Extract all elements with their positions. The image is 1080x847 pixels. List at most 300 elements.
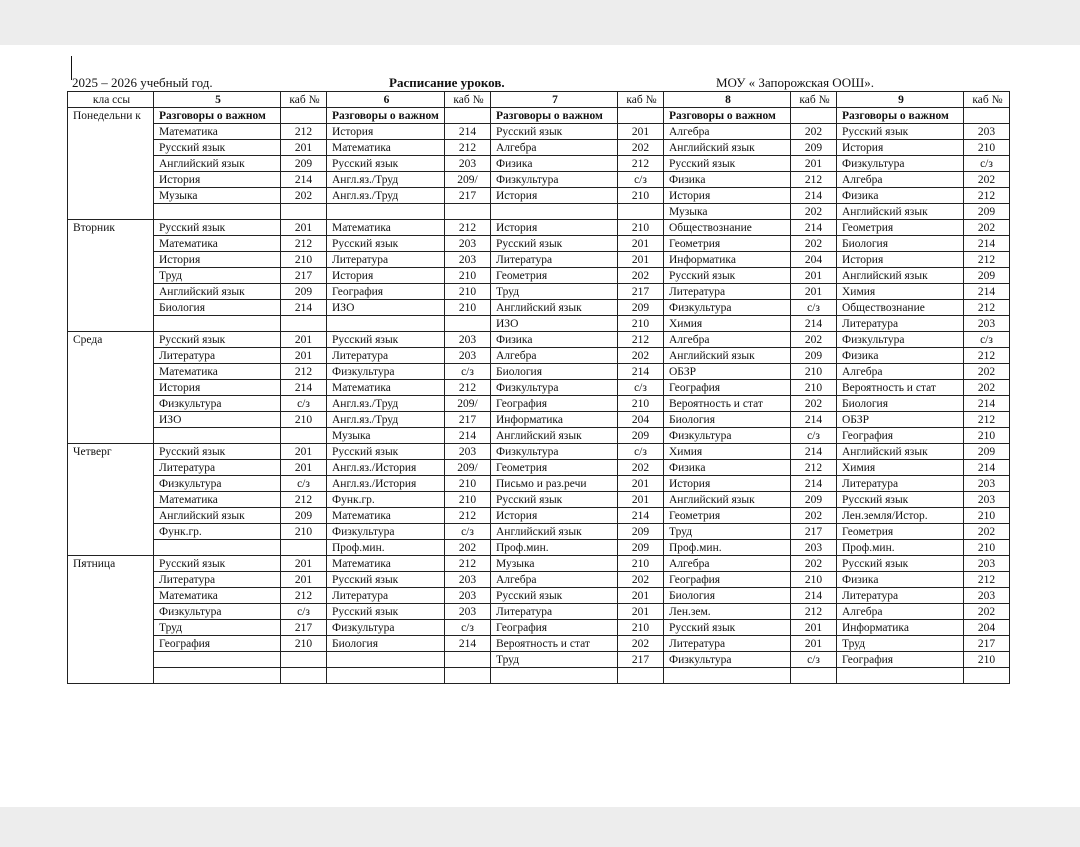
subject-cell: Химия bbox=[664, 316, 791, 332]
day-cell bbox=[68, 476, 154, 492]
subject-cell: Обществознание bbox=[664, 220, 791, 236]
subject-cell: Литература bbox=[491, 604, 618, 620]
subject-cell: Англ.яз./Труд bbox=[327, 412, 445, 428]
room-cell: 214 bbox=[791, 188, 837, 204]
room-cell bbox=[281, 668, 327, 684]
room-cell: 217 bbox=[281, 268, 327, 284]
schedule-row bbox=[68, 188, 1010, 204]
day-cell bbox=[68, 588, 154, 604]
subject-cell: Математика bbox=[327, 508, 445, 524]
day-name: Вторник bbox=[68, 220, 154, 236]
room-cell: с/з bbox=[618, 380, 664, 396]
subject-cell: История bbox=[327, 268, 445, 284]
subject-cell: Русский язык bbox=[154, 556, 281, 572]
room-cell: 210 bbox=[281, 412, 327, 428]
room-cell: 210 bbox=[791, 572, 837, 588]
room-cell: 202 bbox=[618, 636, 664, 652]
schedule-row bbox=[68, 204, 1010, 220]
subject-cell: Музыка bbox=[491, 556, 618, 572]
room-cell: с/з bbox=[791, 428, 837, 444]
subject-cell: Русский язык bbox=[327, 236, 445, 252]
schedule-row bbox=[68, 140, 1010, 156]
room-cell: с/з bbox=[445, 620, 491, 636]
subject-cell: Вероятность и стат bbox=[837, 380, 964, 396]
room-cell: 201 bbox=[791, 156, 837, 172]
subject-cell: Музыка bbox=[327, 428, 445, 444]
subject-cell: Проф.мин. bbox=[327, 540, 445, 556]
room-cell: 201 bbox=[618, 476, 664, 492]
subject-cell: Проф.мин. bbox=[664, 540, 791, 556]
room-cell: 203 bbox=[445, 604, 491, 620]
room-cell: с/з bbox=[281, 604, 327, 620]
day-cell bbox=[68, 508, 154, 524]
room-cell: 201 bbox=[618, 492, 664, 508]
subject-cell: Музыка bbox=[154, 188, 281, 204]
subject-cell: Литература bbox=[327, 252, 445, 268]
room-cell: 201 bbox=[281, 460, 327, 476]
schedule-row bbox=[68, 268, 1010, 284]
header-room: каб № bbox=[618, 92, 664, 108]
room-cell: 204 bbox=[964, 620, 1010, 636]
day-cell bbox=[68, 236, 154, 252]
room-cell: 214 bbox=[791, 412, 837, 428]
school-year: 2025 – 2026 учебный год. bbox=[72, 75, 213, 90]
day-name: Среда bbox=[68, 332, 154, 348]
subject-cell: Русский язык bbox=[327, 332, 445, 348]
room-cell: 212 bbox=[281, 124, 327, 140]
subject-cell: Разговоры о важном bbox=[327, 108, 445, 124]
room-cell: 202 bbox=[964, 380, 1010, 396]
day-cell bbox=[68, 492, 154, 508]
subject-cell: Физика bbox=[664, 460, 791, 476]
subject-cell: География bbox=[664, 380, 791, 396]
room-cell: 201 bbox=[791, 284, 837, 300]
room-cell: 203 bbox=[445, 332, 491, 348]
subject-cell: Физкультура bbox=[327, 524, 445, 540]
schedule-row bbox=[68, 572, 1010, 588]
schedule-row bbox=[68, 508, 1010, 524]
subject-cell bbox=[664, 668, 791, 684]
room-cell: 203 bbox=[964, 476, 1010, 492]
subject-cell: Математика bbox=[327, 140, 445, 156]
schedule-row bbox=[68, 556, 1010, 572]
room-cell: 212 bbox=[791, 172, 837, 188]
schedule-row bbox=[68, 636, 1010, 652]
room-cell: 214 bbox=[964, 460, 1010, 476]
subject-cell: Английский язык bbox=[837, 268, 964, 284]
room-cell: с/з bbox=[791, 300, 837, 316]
room-cell: 201 bbox=[281, 140, 327, 156]
room-cell: 210 bbox=[445, 284, 491, 300]
room-cell: с/з bbox=[445, 524, 491, 540]
room-cell: 210 bbox=[964, 508, 1010, 524]
room-cell: с/з bbox=[281, 476, 327, 492]
room-cell: 212 bbox=[618, 332, 664, 348]
day-cell bbox=[68, 620, 154, 636]
room-cell: 212 bbox=[445, 380, 491, 396]
schedule-row bbox=[68, 668, 1010, 684]
subject-cell: Англ.яз./История bbox=[327, 476, 445, 492]
subject-cell: Геометрия bbox=[664, 236, 791, 252]
room-cell: 201 bbox=[618, 252, 664, 268]
subject-cell: Литература bbox=[154, 348, 281, 364]
subject-cell: Англ.яз./Труд bbox=[327, 172, 445, 188]
room-cell: 209 bbox=[964, 444, 1010, 460]
room-cell: 201 bbox=[281, 332, 327, 348]
subject-cell: ОБЗР bbox=[664, 364, 791, 380]
room-cell: 202 bbox=[791, 396, 837, 412]
room-cell: 210 bbox=[618, 396, 664, 412]
room-cell: 212 bbox=[964, 188, 1010, 204]
room-cell: 212 bbox=[964, 348, 1010, 364]
subject-cell: Химия bbox=[837, 460, 964, 476]
subject-cell: Геометрия bbox=[837, 524, 964, 540]
room-cell: 217 bbox=[618, 284, 664, 300]
subject-cell: Труд bbox=[837, 636, 964, 652]
room-cell: 210 bbox=[964, 652, 1010, 668]
schedule-row bbox=[68, 604, 1010, 620]
room-cell: 209 bbox=[964, 268, 1010, 284]
room-cell: 209 bbox=[791, 348, 837, 364]
room-cell: 209 bbox=[281, 156, 327, 172]
subject-cell bbox=[154, 652, 281, 668]
subject-cell: Биология bbox=[837, 396, 964, 412]
subject-cell: Физкультура bbox=[491, 172, 618, 188]
subject-cell: Математика bbox=[154, 588, 281, 604]
room-cell: с/з bbox=[618, 172, 664, 188]
subject-cell: География bbox=[837, 428, 964, 444]
subject-cell bbox=[327, 204, 445, 220]
room-cell: 210 bbox=[618, 316, 664, 332]
room-cell: 202 bbox=[791, 508, 837, 524]
room-cell: 202 bbox=[791, 236, 837, 252]
subject-cell: Литература bbox=[154, 460, 281, 476]
room-cell: 214 bbox=[445, 428, 491, 444]
day-name: Понедельни к bbox=[68, 108, 154, 124]
subject-cell: Геометрия bbox=[491, 460, 618, 476]
room-cell: 210 bbox=[964, 140, 1010, 156]
subject-cell: Музыка bbox=[664, 204, 791, 220]
room-cell: 212 bbox=[964, 572, 1010, 588]
room-cell: 201 bbox=[791, 620, 837, 636]
subject-cell: География bbox=[154, 636, 281, 652]
schedule-row bbox=[68, 332, 1010, 348]
schedule-row bbox=[68, 220, 1010, 236]
header-room: каб № bbox=[445, 92, 491, 108]
room-cell bbox=[281, 428, 327, 444]
room-cell: 212 bbox=[964, 412, 1010, 428]
subject-cell: Физкультура bbox=[664, 428, 791, 444]
subject-cell: ИЗО bbox=[491, 316, 618, 332]
subject-cell: Русский язык bbox=[154, 444, 281, 460]
subject-cell: Труд bbox=[154, 268, 281, 284]
subject-cell: Русский язык bbox=[327, 156, 445, 172]
subject-cell: Русский язык bbox=[327, 604, 445, 620]
subject-cell: Литература bbox=[327, 348, 445, 364]
subject-cell: География bbox=[837, 652, 964, 668]
room-cell: 201 bbox=[791, 268, 837, 284]
subject-cell: Биология bbox=[664, 588, 791, 604]
subject-cell: История bbox=[154, 172, 281, 188]
subject-cell: Англ.яз./Труд bbox=[327, 396, 445, 412]
room-cell: 209 bbox=[281, 508, 327, 524]
subject-cell: Математика bbox=[327, 380, 445, 396]
subject-cell: Биология bbox=[491, 364, 618, 380]
room-cell: 209 bbox=[618, 540, 664, 556]
day-cell bbox=[68, 572, 154, 588]
room-cell: 209 bbox=[618, 428, 664, 444]
room-cell: 210 bbox=[445, 268, 491, 284]
subject-cell: География bbox=[664, 572, 791, 588]
schedule-row bbox=[68, 396, 1010, 412]
room-cell: 214 bbox=[791, 220, 837, 236]
room-cell: 210 bbox=[445, 300, 491, 316]
room-cell: 214 bbox=[445, 636, 491, 652]
room-cell bbox=[281, 652, 327, 668]
schedule-row bbox=[68, 284, 1010, 300]
room-cell: 209 bbox=[791, 492, 837, 508]
subject-cell: Английский язык bbox=[837, 444, 964, 460]
day-cell bbox=[68, 156, 154, 172]
subject-cell: Биология bbox=[154, 300, 281, 316]
subject-cell: Информатика bbox=[837, 620, 964, 636]
subject-cell: Литература bbox=[664, 636, 791, 652]
day-cell bbox=[68, 140, 154, 156]
room-cell: 217 bbox=[791, 524, 837, 540]
document-page bbox=[0, 45, 1080, 807]
header-grade-9: 9 bbox=[837, 92, 964, 108]
day-cell bbox=[68, 348, 154, 364]
room-cell: 212 bbox=[791, 460, 837, 476]
header-grade-8: 8 bbox=[664, 92, 791, 108]
room-cell: 210 bbox=[445, 492, 491, 508]
room-cell: 203 bbox=[964, 124, 1010, 140]
schedule-row bbox=[68, 364, 1010, 380]
room-cell: 209 bbox=[964, 204, 1010, 220]
subject-cell: ОБЗР bbox=[837, 412, 964, 428]
room-cell: 210 bbox=[618, 188, 664, 204]
room-cell: 203 bbox=[964, 316, 1010, 332]
subject-cell: Англ.яз./Труд bbox=[327, 188, 445, 204]
subject-cell: Алгебра bbox=[837, 364, 964, 380]
subject-cell: Русский язык bbox=[664, 156, 791, 172]
room-cell: 214 bbox=[964, 236, 1010, 252]
subject-cell: Русский язык bbox=[837, 124, 964, 140]
subject-cell bbox=[154, 204, 281, 220]
subject-cell: Функ.гр. bbox=[154, 524, 281, 540]
subject-cell: Русский язык bbox=[837, 556, 964, 572]
schedule-row bbox=[68, 620, 1010, 636]
room-cell: 212 bbox=[281, 364, 327, 380]
subject-cell: Русский язык bbox=[491, 124, 618, 140]
day-cell bbox=[68, 652, 154, 668]
schedule-row bbox=[68, 444, 1010, 460]
subject-cell: Математика bbox=[327, 556, 445, 572]
schedule-row bbox=[68, 492, 1010, 508]
room-cell: 203 bbox=[445, 236, 491, 252]
day-cell bbox=[68, 604, 154, 620]
schedule-row bbox=[68, 412, 1010, 428]
subject-cell: Геометрия bbox=[837, 220, 964, 236]
room-cell: 210 bbox=[618, 620, 664, 636]
room-cell: 210 bbox=[791, 380, 837, 396]
subject-cell: География bbox=[491, 620, 618, 636]
subject-cell: Физкультура bbox=[837, 156, 964, 172]
schedule-row bbox=[68, 348, 1010, 364]
schedule-row bbox=[68, 524, 1010, 540]
room-cell: 203 bbox=[445, 572, 491, 588]
day-cell bbox=[68, 268, 154, 284]
day-cell bbox=[68, 428, 154, 444]
room-cell: 202 bbox=[618, 268, 664, 284]
room-cell: 214 bbox=[791, 316, 837, 332]
room-cell: 210 bbox=[618, 556, 664, 572]
subject-cell: Физика bbox=[837, 188, 964, 204]
subject-cell: Литература bbox=[837, 476, 964, 492]
subject-cell: Биология bbox=[664, 412, 791, 428]
subject-cell: Английский язык bbox=[491, 300, 618, 316]
day-cell bbox=[68, 668, 154, 684]
day-cell bbox=[68, 124, 154, 140]
subject-cell: Русский язык bbox=[327, 572, 445, 588]
subject-cell: Вероятность и стат bbox=[664, 396, 791, 412]
room-cell bbox=[281, 540, 327, 556]
subject-cell: Разговоры о важном bbox=[491, 108, 618, 124]
subject-cell: Английский язык bbox=[837, 204, 964, 220]
subject-cell: Алгебра bbox=[491, 348, 618, 364]
subject-cell: Алгебра bbox=[491, 140, 618, 156]
room-cell: с/з bbox=[281, 396, 327, 412]
schedule-row bbox=[68, 540, 1010, 556]
room-cell: 202 bbox=[445, 540, 491, 556]
room-cell: 203 bbox=[791, 540, 837, 556]
subject-cell: Литература bbox=[837, 316, 964, 332]
subject-cell: География bbox=[491, 396, 618, 412]
day-cell bbox=[68, 540, 154, 556]
room-cell: 217 bbox=[445, 188, 491, 204]
room-cell: 212 bbox=[445, 556, 491, 572]
day-cell bbox=[68, 364, 154, 380]
day-cell bbox=[68, 172, 154, 188]
subject-cell: Алгебра bbox=[837, 172, 964, 188]
school-name: МОУ « Запорожская ООШ». bbox=[716, 75, 874, 90]
room-cell bbox=[445, 316, 491, 332]
subject-cell: Русский язык bbox=[154, 332, 281, 348]
day-cell bbox=[68, 380, 154, 396]
subject-cell: Физкультура bbox=[491, 444, 618, 460]
day-cell bbox=[68, 316, 154, 332]
room-cell: 202 bbox=[618, 572, 664, 588]
room-cell: 210 bbox=[618, 220, 664, 236]
header-grade-6: 6 bbox=[327, 92, 445, 108]
day-cell bbox=[68, 300, 154, 316]
subject-cell bbox=[491, 668, 618, 684]
room-cell: 214 bbox=[791, 444, 837, 460]
room-cell: 212 bbox=[618, 156, 664, 172]
subject-cell bbox=[327, 316, 445, 332]
subject-cell: Информатика bbox=[664, 252, 791, 268]
subject-cell: История bbox=[154, 252, 281, 268]
room-cell: с/з bbox=[964, 156, 1010, 172]
room-cell: 212 bbox=[281, 236, 327, 252]
subject-cell: Русский язык bbox=[664, 620, 791, 636]
room-cell: 210 bbox=[964, 540, 1010, 556]
subject-cell: История bbox=[491, 508, 618, 524]
subject-cell: История bbox=[664, 476, 791, 492]
schedule-row bbox=[68, 588, 1010, 604]
subject-cell bbox=[327, 668, 445, 684]
subject-cell: ИЗО bbox=[154, 412, 281, 428]
room-cell: 202 bbox=[791, 556, 837, 572]
schedule-row bbox=[68, 428, 1010, 444]
subject-cell: Вероятность и стат bbox=[491, 636, 618, 652]
room-cell: 203 bbox=[964, 588, 1010, 604]
header-row bbox=[68, 92, 1010, 108]
page-title: Расписание уроков. bbox=[389, 75, 505, 90]
subject-cell: Физкультура bbox=[327, 620, 445, 636]
subject-cell: Физкультура bbox=[491, 380, 618, 396]
day-cell bbox=[68, 252, 154, 268]
header-classes: кла ссы bbox=[68, 92, 154, 108]
schedule-row bbox=[68, 124, 1010, 140]
schedule-row bbox=[68, 156, 1010, 172]
schedule-row bbox=[68, 380, 1010, 396]
schedule-row bbox=[68, 236, 1010, 252]
subject-cell: Русский язык bbox=[491, 588, 618, 604]
room-cell: 209/ bbox=[445, 460, 491, 476]
room-cell: 204 bbox=[791, 252, 837, 268]
header-room: каб № bbox=[791, 92, 837, 108]
room-cell: с/з bbox=[445, 364, 491, 380]
room-cell: 203 bbox=[964, 556, 1010, 572]
subject-cell: Геометрия bbox=[664, 508, 791, 524]
subject-cell bbox=[154, 668, 281, 684]
subject-cell: География bbox=[327, 284, 445, 300]
subject-cell bbox=[837, 668, 964, 684]
subject-cell: Биология bbox=[837, 236, 964, 252]
subject-cell: Русский язык bbox=[491, 236, 618, 252]
room-cell: 214 bbox=[964, 284, 1010, 300]
room-cell: 201 bbox=[281, 348, 327, 364]
subject-cell: Русский язык bbox=[837, 492, 964, 508]
room-cell: 212 bbox=[281, 492, 327, 508]
room-cell bbox=[445, 652, 491, 668]
room-cell: 202 bbox=[791, 204, 837, 220]
subject-cell: Физкультура bbox=[664, 652, 791, 668]
room-cell: 214 bbox=[445, 124, 491, 140]
room-cell bbox=[281, 316, 327, 332]
subject-cell: История bbox=[837, 140, 964, 156]
subject-cell: Физкультура bbox=[664, 300, 791, 316]
room-cell: 201 bbox=[618, 236, 664, 252]
subject-cell: Физика bbox=[837, 348, 964, 364]
subject-cell: Информатика bbox=[491, 412, 618, 428]
room-cell: 210 bbox=[964, 428, 1010, 444]
room-cell: 210 bbox=[791, 364, 837, 380]
day-cell bbox=[68, 396, 154, 412]
subject-cell: Труд bbox=[154, 620, 281, 636]
subject-cell: Литература bbox=[491, 252, 618, 268]
room-cell: 201 bbox=[791, 636, 837, 652]
subject-cell: Английский язык bbox=[491, 428, 618, 444]
room-cell: 212 bbox=[791, 604, 837, 620]
day-cell bbox=[68, 524, 154, 540]
schedule-row bbox=[68, 172, 1010, 188]
subject-cell: История bbox=[491, 188, 618, 204]
room-cell: 202 bbox=[791, 124, 837, 140]
day-cell bbox=[68, 204, 154, 220]
room-cell: 201 bbox=[618, 588, 664, 604]
